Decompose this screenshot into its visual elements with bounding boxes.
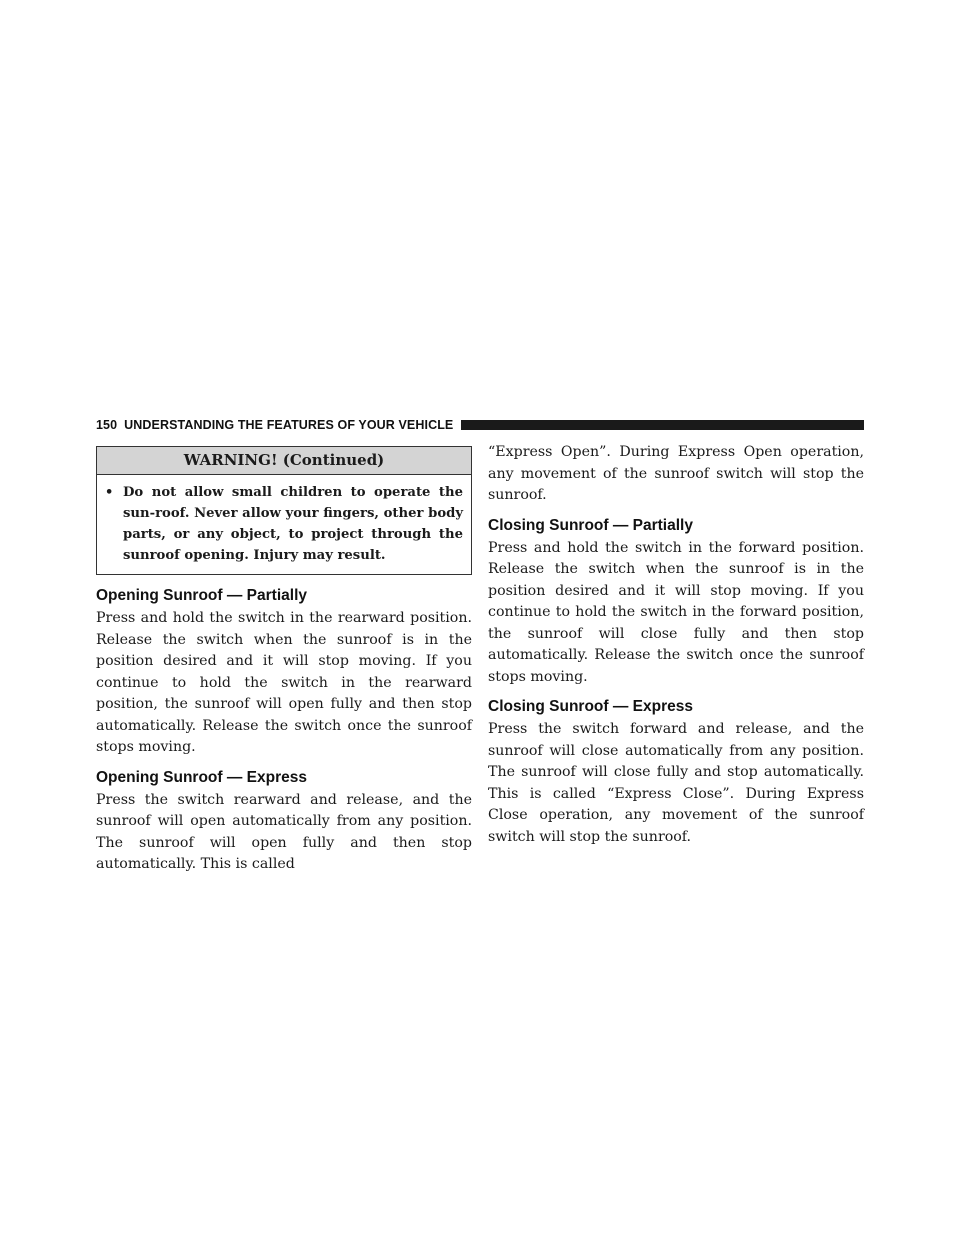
warning-text: Do not allow small children to operate the sun-roof. Never allow your fingers, other body parts, or any object, to project through the sunroof opening. Injury may result. — [123, 485, 463, 563]
body-opening-partial: Press and hold the switch in the rearward position. Release the switch when the sunroof is in the position desired and it will stop moving. If you continue to hold the switch in the rearward position, the sunroof will open fully and then stop automatically. Release the switch once the sunroof stops moving. — [96, 610, 472, 755]
body-opening-express-continued: “Express Open”. During Express Open operation, any movement of the sunroof switch will stop the sunroof. — [488, 444, 864, 503]
body-closing-express: Press the switch forward and release, and the sunroof will close automatically from any position. The sunroof will close fully and stop automatically. This is called “Express Close”. During Express Close operation, any movement of the sunroof switch will stop the sunroof. — [488, 721, 864, 845]
section-title: UNDERSTANDING THE FEATURES OF YOUR VEHICLE — [124, 418, 454, 432]
warning-box — [96, 446, 472, 575]
body-opening-express: Press the switch rearward and release, and the sunroof will open automatically from any position. The sunroof will open fully and then stop automatically. This is called — [96, 791, 472, 872]
body-closing-partial: Press and hold the switch in the forward position. Release the switch when the sunroof is in the position desired and it will stop moving. If you continue to hold the switch in the forward position, the sunroof will close fully and then stop automatically. Release the switch once the sunroof stops moving. — [488, 539, 864, 685]
heading-opening-express: Opening Sunroof — Express — [96, 768, 307, 786]
heading-closing-partial: Closing Sunroof — Partially — [488, 516, 693, 534]
heading-closing-express: Closing Sunroof — Express — [488, 698, 693, 715]
left-column — [96, 446, 472, 886]
header-rule — [461, 420, 864, 430]
heading-opening-partial: Opening Sunroof — Partially — [96, 587, 307, 604]
page-header — [96, 416, 864, 434]
page-number: 150 — [96, 418, 118, 432]
bullet-icon: • — [105, 485, 114, 500]
warning-title: WARNING! (Continued) — [97, 447, 471, 475]
right-column — [488, 442, 864, 858]
warning-item — [97, 475, 471, 574]
